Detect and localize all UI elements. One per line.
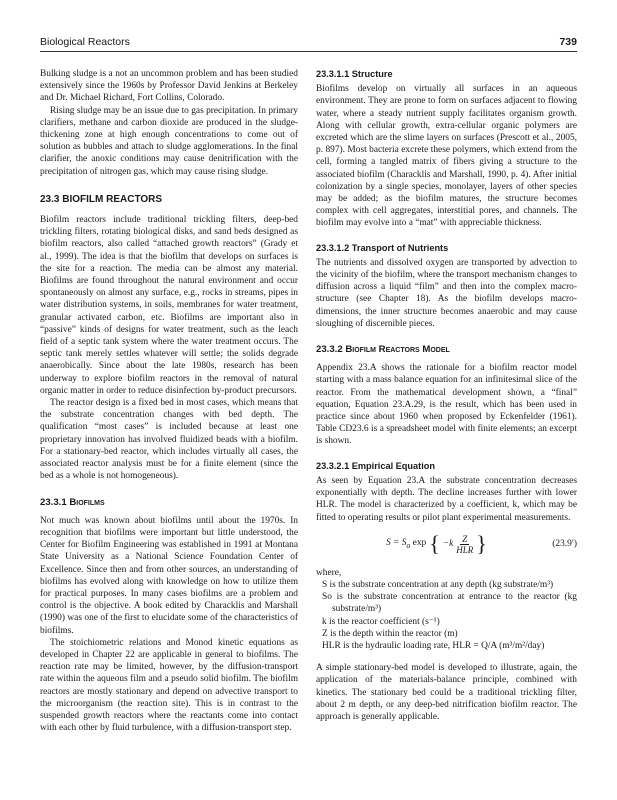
definition-item: S is the substrate concentration at any depth (kg substrate/m³) bbox=[322, 579, 554, 590]
subsection-heading: 23.3.2 Biofilm Reactors Model bbox=[316, 344, 450, 356]
paragraph: Not much was known about biofilms until about the 1970s. In recognition that biofilms were important but little understood, the Center for Biofilm Engineering was established in 1991 at Montana State University as a National Science Foundation Center of Excellence. Since then and from other sources, an understanding of biofilms has evolved along with knowledge on how to utilize them for practical purposes. In many cases biofilms are a problem and control is the objective. A book edited by Characklis and Marshall (1990) was one of the first to elucidate some of the characteristics of biofilms. bbox=[40, 515, 298, 636]
subsubsection-heading: 23.3.1.2 Transport of Nutrients bbox=[316, 242, 449, 253]
equation-label: (23.9′) bbox=[552, 539, 577, 550]
paragraph: Bulking sludge is a not an uncommon problem and has been studied extensively since the 1960s by Professor David Jenkins at Berkeley and Dr. Michael Richard, Fort Collins, Colorado. bbox=[40, 69, 298, 104]
paragraph: The nutrients and dissolved oxygen are transported by advection to the vicinity of the biofilm, where the transport mechanism changes to diffusion across a liquid “film” and then into the complex macro-structure (see Chapter 18). As the biofilm develops macro-dimensions, the inner structure becomes anaerobic and may cause sloughing of discernible pieces. bbox=[316, 257, 577, 329]
paragraph: The stoichiometric relations and Monod kinetic equations as developed in Chapter 22 are applicable in general to biofilms. The reaction rate may be limited, however, by the diffusion-transport rate within the aqueous film and a pseudo solid biofilm. The biofilm reactors are mostly stationary and depend on advective transport to the microorganism (the reaction site). This is in contrast to the suspended growth reactors where the reactants come into contact with each other by fluid turbulence, with a diffusion-transport step. bbox=[40, 637, 298, 734]
subsection-heading: 23.3.1 Biofilms bbox=[40, 496, 105, 508]
equation-lhs: $S = S_o$ exp bbox=[386, 537, 427, 550]
left-column bbox=[40, 68, 298, 734]
right-brace-symbol: } bbox=[476, 531, 487, 557]
equation-fraction: $\frac{Z}{\text{HLR}}$ bbox=[456, 533, 474, 555]
definition-item: So is the substrate concentration at entrance to the reactor (kg substrate/m³) bbox=[322, 592, 577, 615]
equation-23-9 bbox=[316, 531, 577, 557]
definition-item: k is the reactor coefficient (s⁻¹) bbox=[322, 616, 440, 627]
left-brace-symbol: { bbox=[429, 531, 440, 557]
paragraph: A simple stationary-bed model is developed to illustrate, again, the application of the materials-balance principle, combined with kinetics. The stationary bed could be a traditional trickling filter, about 2 m depth, or any deep-bed nitrification biofilm reactor. The approach is generally applicable. bbox=[316, 663, 577, 722]
paragraph: Biofilm reactors include traditional trickling filters, deep-bed trickling filters, rotating biological disks, and sand beds designed as biofilm reactors, also called “attached growth reactors” (Grady et al., 1999). The idea is that the biofilm that develops on surfaces is the site for a reaction. The media can be almost any material. Biofilms are found throughout the natural environment and occur spontaneously on almost any surface, e.g., rocks in streams, pipes in water distribution systems, in soils, membranes for water treatment, granular activated carbon, etc. Biofilms are important also in “passive” kinds of designs for water treatment, such as the leach field of a septic tank system where the water treatment occurs. The septic tank merely settles whatever will settle; the solids degrade anaerobically. Since about the late 1980s, research has been underway to explore biofilm reactors in the removal of natural organic matter in order to reduce disinfection by-product precursors. bbox=[40, 215, 298, 396]
right-column bbox=[316, 68, 577, 723]
paragraph: As seen by Equation 23.A the substrate concentration decreases exponentially with depth. The decline increases further with lower HLR. The model is characterized by a coefficient, k, which may be fitted to operating results or pilot plant experimental measurements. bbox=[316, 475, 577, 523]
page-number: 739 bbox=[559, 36, 577, 48]
subsubsection-heading: 23.3.1.1 Structure bbox=[316, 69, 393, 79]
running-header bbox=[40, 28, 577, 52]
paragraph: The reactor design is a fixed bed in most cases, which means that the substrate concentration changes with bed depth. The qualification “most cases” is included because at least one proprietary innovation has involved fluidized beads with a biofilm. For a stationary-bed reactor, which includes virtually all cases, the associated reactor analysis must be for a finite element (since the bed as a whole is not homogeneous). bbox=[40, 398, 298, 482]
paragraph: Rising sludge may be an issue due to gas precipitation. In primary clarifiers, methane and carbon dioxide are produced in the sludge-thickening zone at high enough concentrations to come out of solution as bubbles and attach to sludge agglomerations. In the final clarifier, the anoxic conditions may cause denitrification with the precipitation of nitrogen gas, which may cause rising sludge. bbox=[40, 105, 298, 177]
running-title: Biological Reactors bbox=[40, 36, 130, 48]
paragraph: Biofilms develop on virtually all surfaces in an aqueous environment. They are prone to form on surfaces adjacent to flowing water, where a steady nutrient supply facilitates organism growth. Along with cellular growth, extra-cellular organic polymers are excreted which are the slime layers on surfaces (Prescott et al., 2005, p. 897). Most bacteria excrete these polymers, which extend from the cell, forming a tangled matrix of fibers giving a structure to the associated biofilm (Characklis and Marshall, 1990, p. 4). After initial colonization by a single species, monolayer, layers of other species may be added; as the biofilm matures, the structure becomes complex with cell aggregates, interstitial pores, and channels. The biofilm may evolve into a “mat” with appreciable thickness. bbox=[316, 84, 577, 229]
equation-coefficient: −k bbox=[442, 539, 454, 550]
definition-item: Z is the depth within the reactor (m) bbox=[322, 628, 458, 639]
subsubsection-heading: 23.3.2.1 Empirical Equation bbox=[316, 460, 435, 471]
section-heading: 23.3 BIOFILM REACTORS bbox=[40, 193, 163, 205]
equation-expression bbox=[386, 531, 487, 557]
definition-item: HLR is the hydraulic loading rate, HLR = Q/A (m³/m²/day) bbox=[322, 640, 545, 651]
where-label: where, bbox=[316, 567, 342, 578]
paragraph: Appendix 23.A shows the rationale for a biofilm reactor model starting with a mass balance equation for an infinitesimal slice of the reactor. From the mathematical development shown, a “final” equation, Equation 23.A.29, is the result, which has been used in practice since about 1960 when proposed by Eckenfelder (1961). Table CD23.6 is a spreadsheet model with finite elements; an excerpt is shown. bbox=[316, 363, 577, 447]
